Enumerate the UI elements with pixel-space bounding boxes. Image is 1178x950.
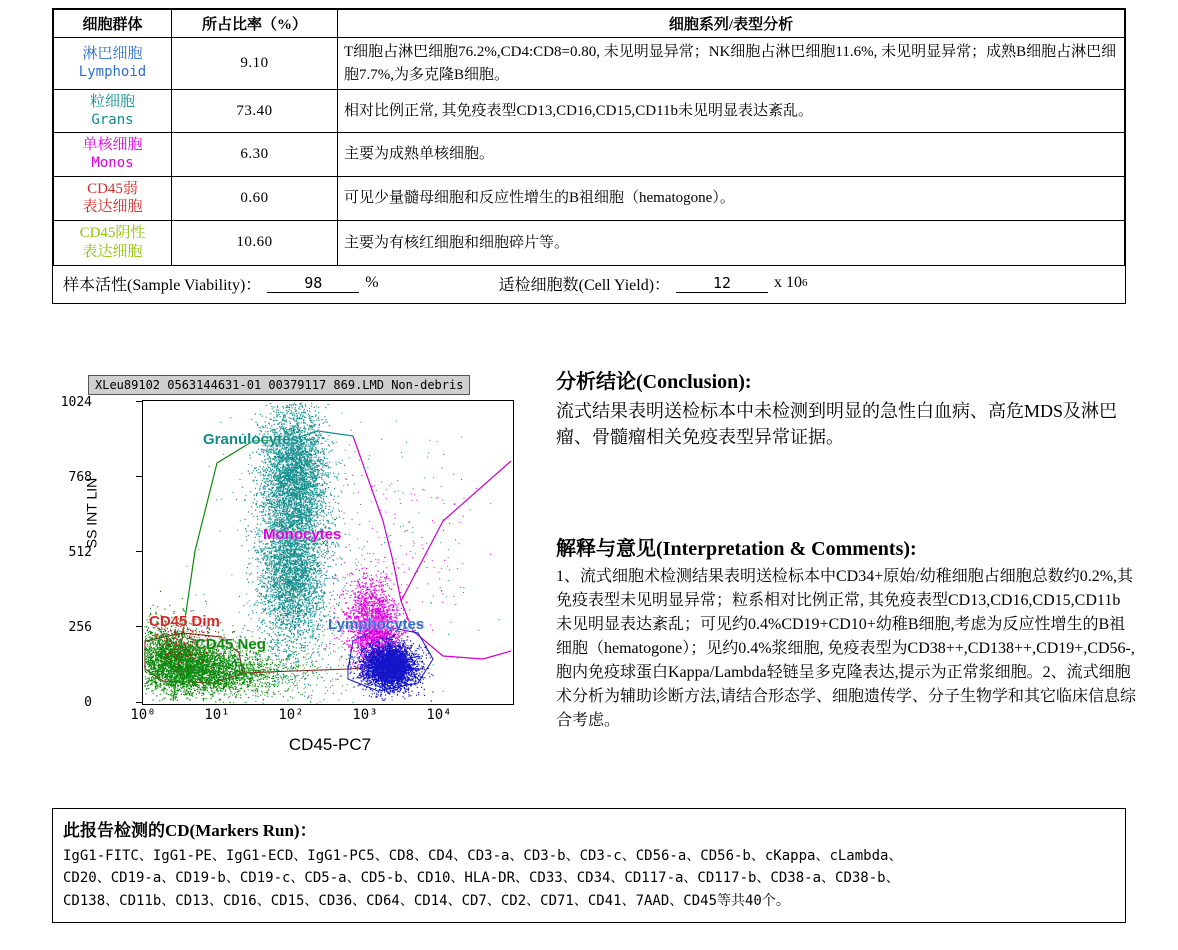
plot-annotation-cd45-neg: CD45 Neg [195, 636, 266, 653]
table-row [54, 90, 1125, 133]
plot-annotation-lymphocytes: Lymphocytes [328, 616, 425, 633]
plot-file-label: XLeu89102 0563144631-01 00379117 869.LMD Non-debris [88, 375, 470, 395]
table-row [54, 133, 1125, 176]
cell-group-cd45neg [54, 221, 172, 266]
markers-title: 此报告检测的CD(Markers Run)： [63, 821, 317, 840]
plot-annotation-cd45-dim: CD45 Dim [149, 613, 220, 630]
header-cell-percent: 所占比率（%） [172, 10, 338, 38]
x-tick-1: 10¹ [204, 707, 230, 723]
x-tick-4: 10⁴ [426, 707, 452, 723]
plot-annotation-granulocytes: Granulocytes [203, 431, 299, 448]
header-cell-group: 细胞群体 [54, 10, 172, 38]
markers-line-3: CD138、CD11b、CD13、CD16、CD15、CD36、CD64、CD14、CD7、CD2、CD71、CD41、7AAD、CD45等共40个。 [63, 892, 790, 909]
markers-line-1: IgG1-FITC、IgG1-PE、IgG1-ECD、IgG1-PC5、CD8、CD4、CD3-a、CD3-b、CD3-c、CD56-a、CD56-b、cKappa、cLambda、 [63, 848, 903, 864]
cell-percent-cd45dim: 0.60 [172, 176, 338, 221]
flow-cytometry-plot [60, 375, 530, 775]
y-tick-1024: 1024 [60, 395, 92, 410]
markers-run-box [52, 808, 1126, 923]
group-name-en: Lymphoid [78, 64, 147, 81]
table-header-row [54, 10, 1125, 38]
group-name-cn2: 表达细胞 [82, 243, 143, 260]
x-tick-3: 10³ [352, 707, 378, 723]
cell-yield-label: 适检细胞数(Cell Yield)： [498, 276, 671, 294]
y-tick-768: 768 [68, 470, 92, 485]
group-name-cn2: 表达细胞 [82, 199, 143, 216]
header-cell-analysis: 细胞系列/表型分析 [338, 10, 1125, 38]
scatter-svg [143, 401, 513, 704]
viability-label: 样本活性(Sample Viability)： [63, 276, 262, 294]
table-row [54, 176, 1125, 221]
plot-y-axis-label: SS INT LIN [83, 477, 100, 549]
group-name-cn: CD45弱 [87, 180, 138, 197]
cell-desc-lymphoid: T细胞占淋巴细胞76.2%,CD4:CD8=0.80, 未见明显异常；NK细胞占淋巴细胞11.6%, 未见明显异常；成熟B细胞占淋巴细胞7.7%,为多克隆B细胞。 [338, 38, 1125, 90]
cell-group-monos [54, 133, 172, 176]
cell-desc-grans: 相对比例正常, 其免疫表型CD13,CD16,CD15,CD11b未见明显表达紊乱。 [338, 90, 1125, 133]
group-name-en: Monos [91, 155, 134, 171]
group-name-cn: CD45阴性 [79, 225, 146, 241]
conclusion-section [556, 365, 1136, 450]
report-text-column [556, 365, 1136, 733]
y-tick-256: 256 [68, 620, 92, 635]
group-name-cn: 淋巴细胞 [82, 46, 143, 63]
group-name-cn: 粒细胞 [89, 94, 135, 110]
table-row [54, 38, 1125, 90]
markers-line-2: CD20、CD19-a、CD19-b、CD19-c、CD5-a、CD5-b、CD10、HLA-DR、CD33、CD34、CD117-a、CD117-b、CD38-a、CD38-b、 [63, 870, 900, 887]
cell-desc-cd45dim: 可见少量髓母细胞和反应性增生的B祖细胞（hematogone）。 [338, 176, 1125, 221]
viability-value: 98 [267, 274, 359, 293]
cell-percent-grans: 73.40 [172, 90, 338, 133]
plot-annotation-monocytes: Monocytes [263, 526, 342, 543]
cell-percent-monos: 6.30 [172, 133, 338, 176]
viability-row [53, 266, 1125, 303]
cell-yield-value: 12 [676, 274, 768, 293]
y-tick-0: 0 [84, 695, 92, 710]
viability-unit: % [365, 274, 379, 291]
x-tick-0: 10⁰ [130, 707, 156, 723]
cell-group-lymphoid [54, 38, 172, 90]
interpretation-body: 1、流式细胞术检测结果表明送检标本中CD34+原始/幼稚细胞占细胞总数约0.2%,其免疫表型未见明显异常；粒系相对比例正常, 其免疫表型CD13,CD16,CD15,CD11b未见明显表达紊乱；可见约0.4%CD19+CD10+幼稚B细胞,考虑为反应性增生的B祖细胞（hematogone）；见约0.4%浆细胞, 免疫表型为CD38++,CD138++,CD19+,CD56-,胞内免疫球蛋白Kappa/Lambda轻链呈多克隆表达,提示为正常浆细胞。2、流式细胞术分析为辅助诊断方法,请结合形态学、细胞遗传学、分子生物学和其它临床信息综合考虑。 [556, 568, 1137, 730]
cell-desc-cd45neg: 主要为有核红细胞和细胞碎片等。 [338, 221, 1125, 266]
group-name-cn: 单核细胞 [82, 137, 143, 154]
x-tick-2: 10² [278, 707, 304, 723]
cell-population-table [52, 8, 1126, 304]
cell-percent-lymphoid: 9.10 [172, 38, 338, 90]
cell-percent-cd45neg: 10.60 [172, 221, 338, 266]
plot-canvas [142, 400, 514, 705]
cell-yield-exponent: 6 [802, 277, 808, 289]
interpretation-title: 解释与意见(Interpretation & Comments): [556, 538, 917, 561]
conclusion-body: 流式结果表明送检标本中未检测到明显的急性白血病、高危MDS及淋巴瘤、骨髓瘤相关免疫表型异常证据。 [556, 401, 1118, 448]
cell-group-cd45dim [54, 176, 172, 221]
cell-group-grans [54, 90, 172, 133]
cell-yield-unit: x 10 [774, 274, 803, 291]
group-name-en: Grans [91, 111, 134, 128]
y-tick-512: 512 [68, 545, 92, 560]
plot-x-axis-label: CD45-PC7 [288, 735, 372, 754]
conclusion-title: 分析结论(Conclusion): [556, 371, 752, 393]
cell-desc-monos: 主要为成熟单核细胞。 [338, 133, 1125, 176]
interpretation-section [556, 532, 1136, 733]
table-row [54, 221, 1125, 266]
